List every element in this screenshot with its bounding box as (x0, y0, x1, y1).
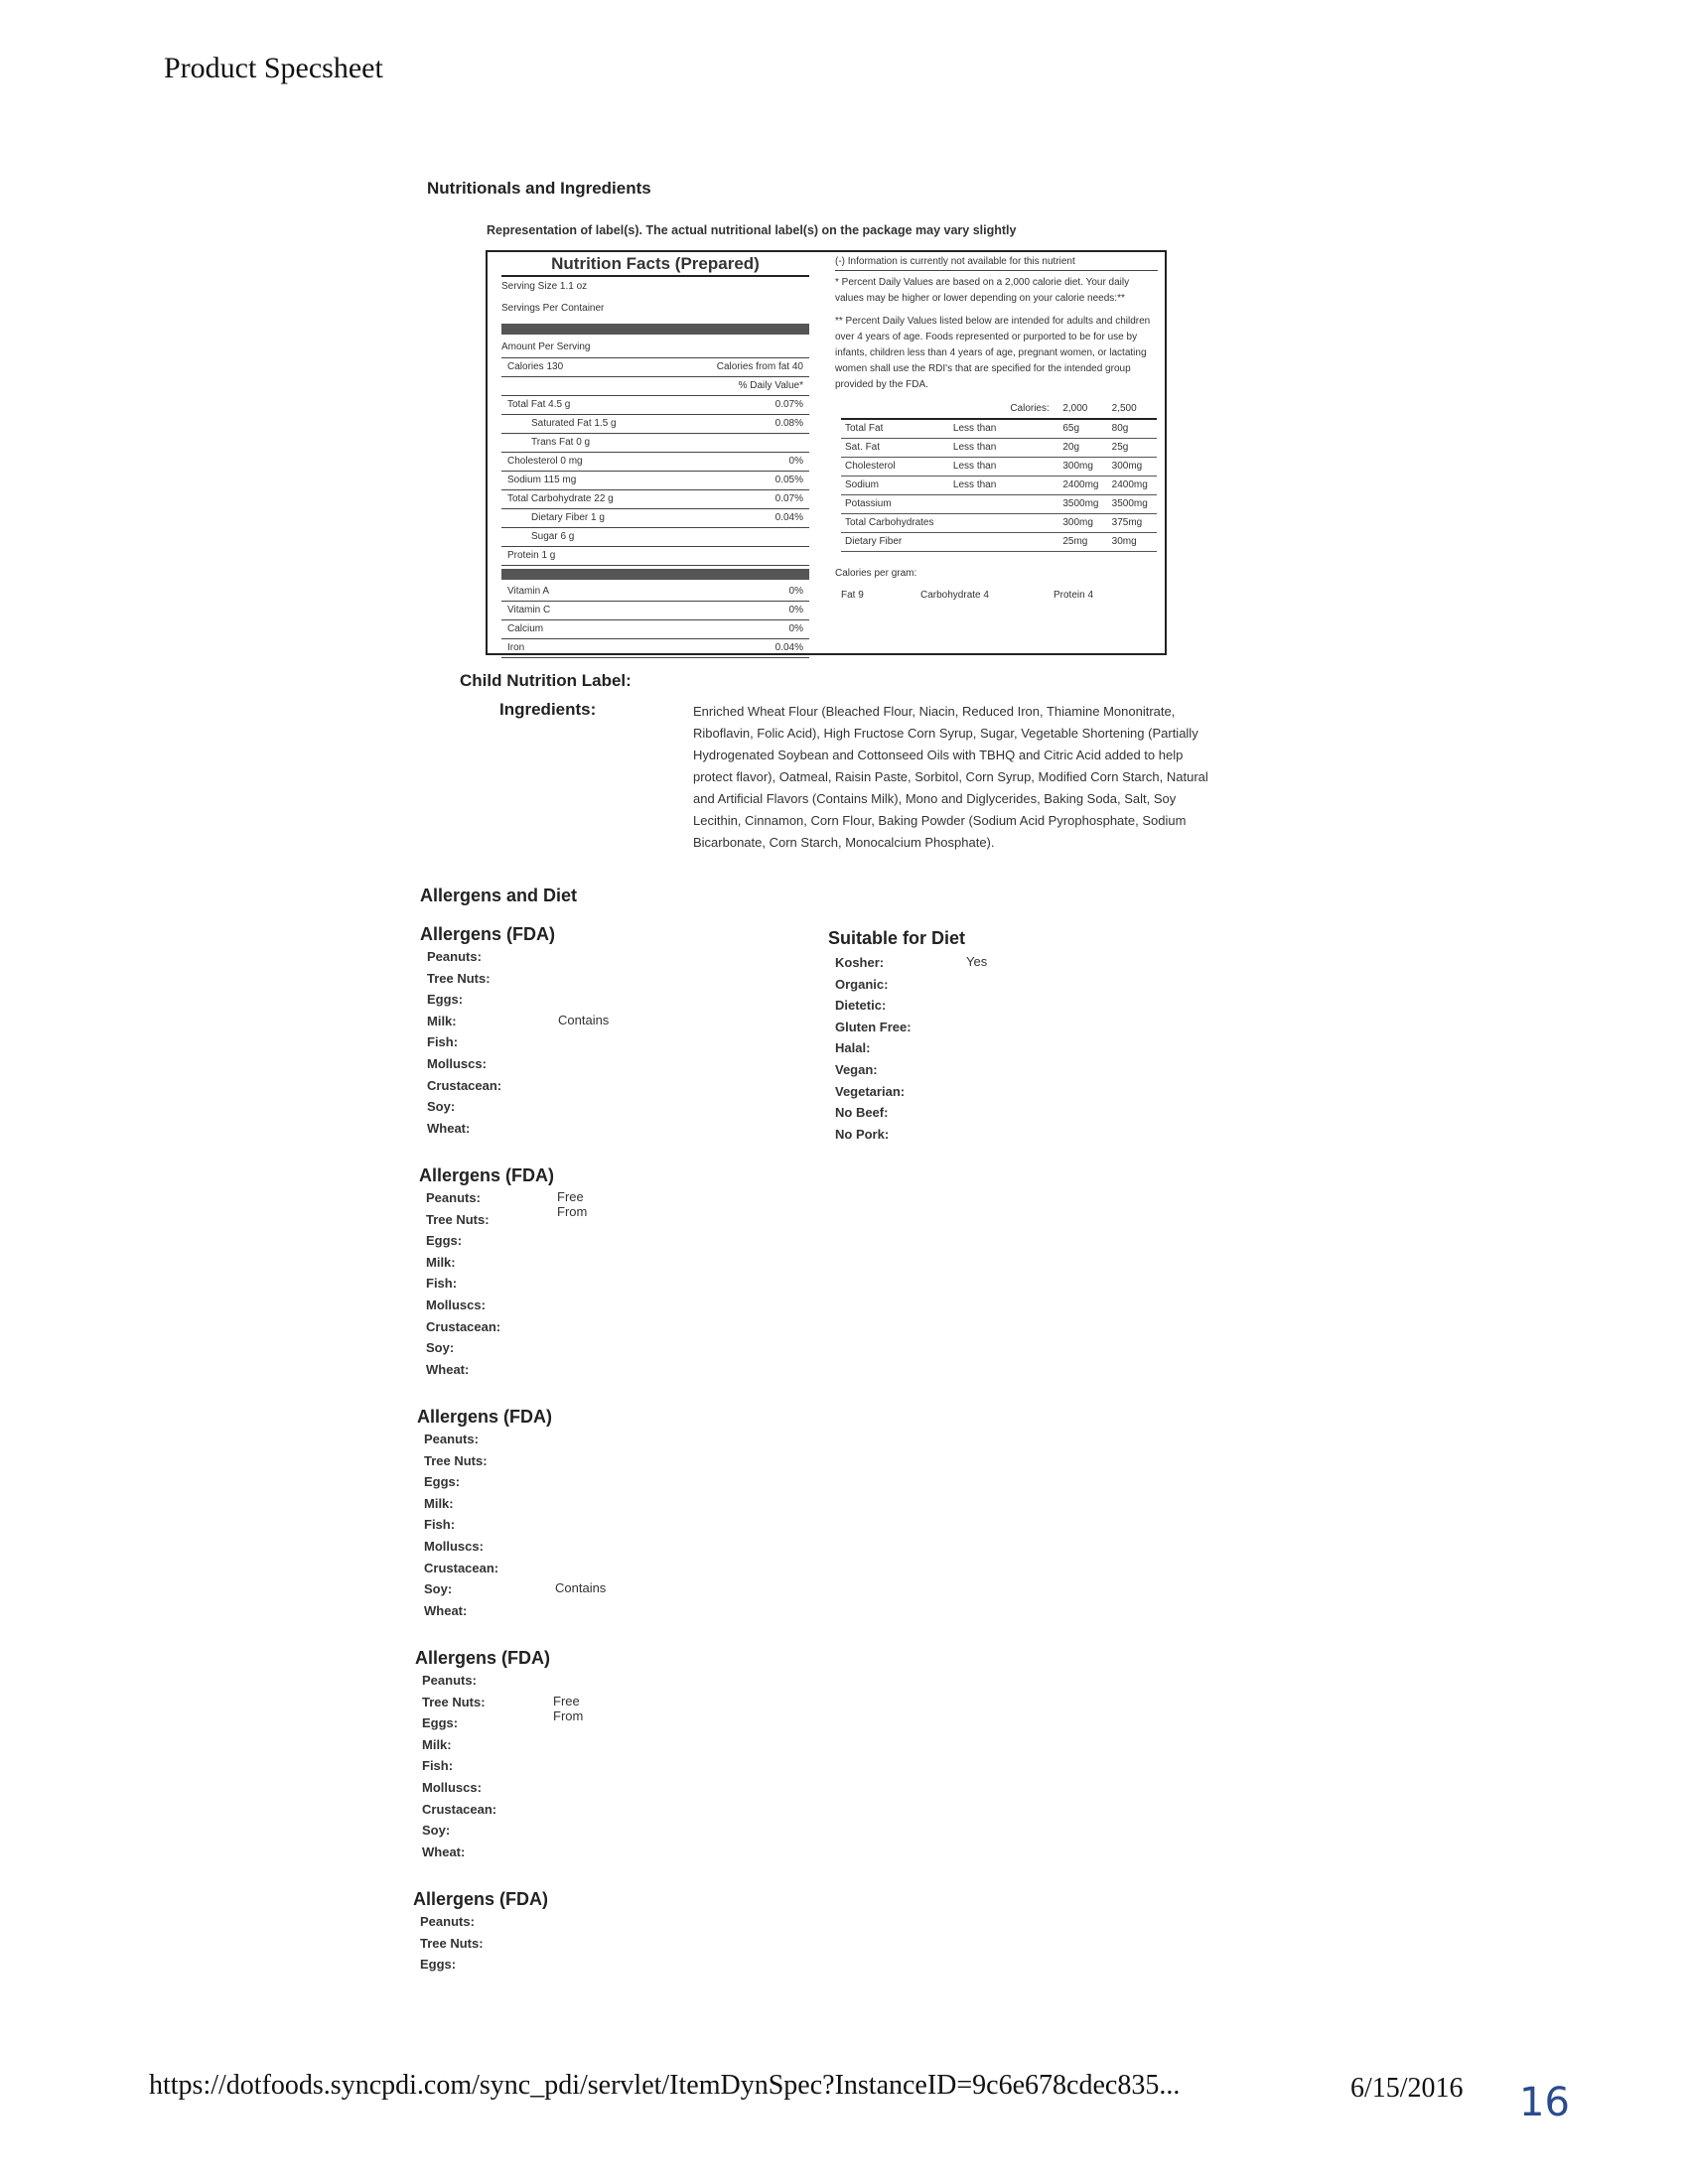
allergen-row (420, 1033, 555, 1055)
nutrient-daily-value: 0% (788, 456, 803, 467)
nutrition-facts-panel (486, 250, 1167, 655)
nutrient-row (501, 547, 809, 566)
vitamin-value: 0% (788, 623, 803, 634)
allergen-label: Eggs: (426, 1233, 463, 1249)
allergen-row (420, 1098, 555, 1120)
allergen-value: Free From (553, 1693, 584, 1723)
amount-per-serving: Amount Per Serving (501, 341, 591, 352)
allergen-row (420, 948, 555, 970)
dv-cell: 20g (1058, 439, 1107, 458)
allergen-row (415, 1714, 550, 1736)
vitamin-value: 0% (788, 605, 803, 615)
vitamin-label: Calcium (507, 623, 544, 634)
allergen-label: Tree Nuts: (424, 1452, 488, 1468)
dv-cell: Less than (949, 439, 1006, 458)
allergen-label: Eggs: (424, 1474, 461, 1490)
dv-cell: 2400mg (1108, 477, 1157, 495)
nutrient-label: Cholesterol 0 mg (507, 456, 583, 467)
dv-cell: Less than (949, 419, 1006, 439)
dv-header-cell: 2,500 (1108, 400, 1157, 419)
dv-cell (1006, 419, 1058, 439)
dv-cell: Potassium (841, 495, 949, 514)
allergen-block (419, 1165, 588, 1382)
nutrient-daily-value: 0.08% (774, 418, 803, 429)
allergen-row (419, 1211, 554, 1233)
vitamin-rows (501, 583, 809, 658)
servings-per-container: Servings Per Container (501, 303, 605, 314)
dv-header-cell: 2,000 (1058, 400, 1107, 419)
allergen-row (420, 1077, 555, 1099)
allergen-label: Soy: (426, 1340, 455, 1356)
allergen-label: Wheat: (424, 1602, 468, 1618)
dv-row (841, 419, 1157, 439)
dv-header-row (841, 400, 1157, 419)
diet-label: Organic: (835, 976, 889, 992)
dv-cell: Cholesterol (841, 458, 949, 477)
allergen-row (413, 1935, 548, 1957)
dv-cell: Sat. Fat (841, 439, 949, 458)
dv-cell: Less than (949, 458, 1006, 477)
diet-title: Suitable for Diet (828, 928, 966, 948)
allergen-row (415, 1843, 550, 1865)
diet-label: Halal: (835, 1040, 871, 1056)
handwritten-page-number: 16 (1519, 2080, 1570, 2125)
allergen-row (415, 1672, 550, 1694)
dv-cell (1006, 514, 1058, 533)
nutrient-row (501, 415, 809, 434)
dv-cell: 300mg (1108, 458, 1157, 477)
allergen-block-title: Allergens (FDA) (417, 1407, 553, 1427)
dv-cell (949, 514, 1006, 533)
vitamin-label: Vitamin A (507, 586, 550, 597)
allergen-block (415, 1648, 584, 1864)
allergen-row (417, 1473, 552, 1495)
diet-label: Gluten Free: (835, 1019, 912, 1034)
allergen-label: Wheat: (426, 1361, 470, 1377)
footer-date: 6/15/2016 (1350, 2073, 1464, 2104)
vitamin-row (501, 602, 809, 620)
diet-items (828, 954, 988, 1147)
diet-label: Kosher: (835, 955, 885, 970)
allergen-label: Tree Nuts: (426, 1211, 490, 1227)
thick-divider (501, 324, 809, 335)
allergen-block-title: Allergens (FDA) (419, 1165, 555, 1185)
nutrient-label: Protein 1 g (507, 550, 556, 561)
allergen-label: Fish: (427, 1034, 459, 1050)
dv-cell: Less than (949, 477, 1006, 495)
vitamin-label: Vitamin C (507, 605, 551, 615)
allergen-row (420, 1055, 555, 1077)
allergen-label: Soy: (427, 1099, 456, 1115)
allergen-row (415, 1822, 550, 1843)
diet-value: Yes (966, 954, 988, 969)
allergen-row (415, 1779, 550, 1801)
fat-per-gram: Fat 9 (841, 590, 864, 601)
nutrient-daily-value: 0.04% (774, 512, 803, 523)
vitamin-row (501, 620, 809, 639)
nutrient-label: Sugar 6 g (531, 531, 575, 542)
allergen-row (417, 1538, 552, 1560)
nutrient-daily-value: 0.07% (774, 493, 803, 504)
allergen-label: Tree Nuts: (427, 970, 491, 986)
dv-cell: 3500mg (1108, 495, 1157, 514)
calories-from-fat: Calories from fat 40 (716, 361, 803, 372)
allergen-row (417, 1431, 552, 1452)
dv-row (841, 533, 1157, 552)
nutrient-row (501, 434, 809, 453)
nutrient-daily-value: 0.05% (774, 475, 803, 485)
vitamin-row (501, 639, 809, 658)
nutrient-label: Total Carbohydrate 22 g (507, 493, 614, 504)
allergen-block-title: Allergens (FDA) (413, 1889, 549, 1909)
allergen-row (415, 1736, 550, 1758)
percent-note: * Percent Daily Values are based on a 2,000 calorie diet. Your daily values may be higher or lower depending on your calorie needs:** (835, 277, 1130, 304)
allergen-row (419, 1275, 554, 1297)
allergen-label: Crustacean: (426, 1318, 501, 1334)
thick-divider (501, 569, 809, 580)
allergen-block (420, 924, 610, 1141)
dv-cell (949, 495, 1006, 514)
allergen-row (419, 1361, 554, 1383)
allergen-label: Peanuts: (426, 1190, 481, 1205)
allergen-label: Milk: (424, 1495, 454, 1511)
diet-row (828, 997, 965, 1019)
allergen-row (415, 1757, 550, 1779)
allergen-label: Tree Nuts: (422, 1694, 486, 1709)
allergen-label: Crustacean: (424, 1560, 499, 1575)
dv-cell: Total Carbohydrates (841, 514, 949, 533)
vitamin-label: Iron (507, 642, 525, 653)
daily-value-table (841, 400, 1157, 552)
dv-cell: Sodium (841, 477, 949, 495)
calories: Calories 130 (507, 361, 564, 372)
protein-per-gram: Protein 4 (1054, 590, 1094, 601)
allergen-row (417, 1495, 552, 1517)
allergen-label: Soy: (422, 1823, 451, 1839)
dv-row (841, 514, 1157, 533)
dv-cell: 375mg (1108, 514, 1157, 533)
allergen-label: Milk: (422, 1736, 452, 1752)
footer-url: https://dotfoods.syncpdi.com/sync_pdi/servlet/ItemDynSpec?InstanceID=9c6e678cdec835... (149, 2070, 1181, 2101)
carb-per-gram: Carbohydrate 4 (920, 590, 989, 601)
dv-row (841, 477, 1157, 495)
dv-cell: 2400mg (1058, 477, 1107, 495)
nutrient-label: Dietary Fiber 1 g (531, 512, 605, 523)
dv-cell: 25g (1108, 439, 1157, 458)
dv-cell: Total Fat (841, 419, 949, 439)
allergen-label: Peanuts: (422, 1673, 477, 1688)
daily-value-header: % Daily Value* (738, 380, 803, 391)
allergen-row (417, 1560, 552, 1581)
allergen-row (417, 1452, 552, 1474)
nutritionals-heading: Nutritionals and Ingredients (427, 179, 651, 198)
allergen-row (413, 1956, 548, 1978)
nutrition-facts-title: Nutrition Facts (Prepared) (501, 254, 809, 277)
allergen-label: Molluscs: (426, 1297, 486, 1312)
allergen-row (417, 1516, 552, 1538)
allergen-label: Crustacean: (427, 1077, 502, 1093)
diet-row (828, 1039, 965, 1061)
nutrient-label: Saturated Fat 1.5 g (531, 418, 617, 429)
nutrient-row (501, 509, 809, 528)
allergen-row (419, 1339, 554, 1361)
diet-row (828, 1126, 965, 1148)
allergen-label: Wheat: (422, 1843, 466, 1859)
allergen-row (419, 1318, 554, 1340)
nutrition-notes (835, 254, 1158, 604)
nutrient-row (501, 453, 809, 472)
allergen-label: Eggs: (422, 1715, 459, 1731)
ingredients-text: Enriched Wheat Flour (Bleached Flour, Niacin, Reduced Iron, Thiamine Mononitrate, Riboflavin, Folic Acid), High Fructose Corn Syrup, Sugar, Vegetable Shortening (Partially Hydrogenated Soybean and Cottonseed Oils with TBHQ and Citric Acid added to help protect flavor), Oatmeal, Raisin Paste, Sorbitol, Corn Syrup, Modified Corn Starch, Natural and Artificial Flavors (Contains Milk), Mono and Diglycerides, Baking Soda, Salt, Soy Lecithin, Cinnamon, Corn Flour, Baking Powder (Sodium Acid Pyrophosphate, Sodium Bicarbonate, Corn Starch, Monocalcium Phosphate). (693, 704, 1208, 850)
allergen-row (419, 1254, 554, 1276)
vitamin-value: 0.04% (774, 642, 803, 653)
diet-row (828, 1019, 965, 1040)
allergen-label: Milk: (426, 1254, 456, 1270)
diet-row (828, 954, 988, 976)
allergen-label: Tree Nuts: (420, 1935, 484, 1951)
page-title: Product Specsheet (164, 52, 383, 84)
allergen-row (419, 1297, 554, 1318)
allergen-block (417, 1407, 607, 1623)
allergen-label: Fish: (426, 1276, 458, 1292)
allergen-label: Eggs: (427, 992, 464, 1008)
dv-cell (949, 533, 1006, 552)
daily-value-header-row (501, 377, 809, 396)
diet-block (828, 928, 988, 1147)
allergen-row (419, 1232, 554, 1254)
nutrient-label: Total Fat 4.5 g (507, 399, 571, 410)
dv-header-cell (949, 400, 1006, 419)
dv-cell: 300mg (1058, 514, 1107, 533)
dv-cell: 80g (1108, 419, 1157, 439)
nutrient-row (501, 472, 809, 490)
calories-per-gram-row (835, 588, 1158, 604)
allergen-row (420, 1120, 555, 1142)
dv-row (841, 458, 1157, 477)
allergen-label: Molluscs: (424, 1538, 484, 1554)
allergen-label: Peanuts: (420, 1914, 475, 1929)
rdi-note: ** Percent Daily Values listed below are intended for adults and children over 4 years of age. Foods represented or purported to be for use by infants, children less than 4 years of age, pregnant women, or lactating women shall use the RDI's that are specified for the intended group provided by the FDA. (835, 316, 1151, 390)
dv-cell (1006, 458, 1058, 477)
vitamin-value: 0% (788, 586, 803, 597)
diet-row (828, 1061, 965, 1083)
nutrient-row (501, 490, 809, 509)
allergen-value: Free From (557, 1189, 588, 1219)
allergen-label: Soy: (424, 1581, 453, 1597)
allergen-label: Molluscs: (422, 1779, 482, 1795)
dv-cell: 3500mg (1058, 495, 1107, 514)
serving-size: Serving Size 1.1 oz (501, 281, 588, 292)
dv-cell: 30mg (1108, 533, 1157, 552)
dv-cell (1006, 477, 1058, 495)
allergen-label: Fish: (424, 1517, 456, 1533)
calories-per-gram-label: Calories per gram: (835, 568, 917, 579)
nutrient-label: Sodium 115 mg (507, 475, 577, 485)
allergen-row (420, 970, 555, 992)
allergen-label: Eggs: (420, 1957, 457, 1973)
dv-header-cell (841, 400, 949, 419)
allergen-block (413, 1889, 548, 1978)
diet-label: No Pork: (835, 1126, 890, 1142)
allergen-row (420, 991, 555, 1013)
allergen-row (413, 1913, 548, 1935)
diet-label: No Beef: (835, 1105, 889, 1121)
allergen-label: Wheat: (427, 1120, 471, 1136)
diet-label: Vegan: (835, 1061, 878, 1077)
child-nutrition-label: Child Nutrition Label: (460, 671, 632, 690)
info-note: (-) Information is currently not available for this nutrient (835, 254, 1158, 271)
nutrient-label: Trans Fat 0 g (531, 437, 591, 448)
allergen-label: Crustacean: (422, 1801, 497, 1817)
dv-cell: 300mg (1058, 458, 1107, 477)
dv-row (841, 439, 1157, 458)
ingredients-label: Ingredients: (499, 700, 597, 719)
dv-cell (1006, 495, 1058, 514)
diet-row (828, 976, 965, 998)
allergens-diet-heading: Allergens and Diet (420, 886, 578, 905)
allergen-row (420, 1012, 610, 1034)
allergen-label: Milk: (427, 1013, 457, 1028)
vitamin-row (501, 583, 809, 602)
nutrient-rows (501, 396, 809, 566)
nutrient-daily-value: 0.07% (774, 399, 803, 410)
allergen-value: Contains (558, 1012, 610, 1027)
allergen-label: Molluscs: (427, 1055, 487, 1071)
nutrition-facts-label (501, 254, 809, 658)
dv-cell (1006, 439, 1058, 458)
diet-row (828, 1083, 965, 1105)
diet-label: Dietetic: (835, 998, 887, 1014)
allergen-label: Peanuts: (424, 1432, 479, 1446)
dv-header-cell: Calories: (1006, 400, 1058, 419)
allergen-row (417, 1580, 607, 1602)
dv-cell: 25mg (1058, 533, 1107, 552)
representation-note: Representation of label(s). The actual nutritional label(s) on the package may vary slightly (487, 223, 1017, 237)
calories-row (501, 357, 809, 377)
diet-row (828, 1104, 965, 1126)
allergen-label: Fish: (422, 1758, 454, 1774)
nutrient-row (501, 396, 809, 415)
nutrient-row (501, 528, 809, 547)
dv-cell: Dietary Fiber (841, 533, 949, 552)
allergen-row (415, 1801, 550, 1823)
allergen-row (417, 1602, 552, 1624)
allergen-value: Contains (555, 1580, 607, 1596)
allergen-block-title: Allergens (FDA) (420, 924, 556, 944)
diet-label: Vegetarian: (835, 1083, 906, 1099)
dv-row (841, 495, 1157, 514)
dv-cell (1006, 533, 1058, 552)
dv-cell: 65g (1058, 419, 1107, 439)
allergen-label: Peanuts: (427, 949, 482, 964)
allergen-block-title: Allergens (FDA) (415, 1648, 551, 1668)
